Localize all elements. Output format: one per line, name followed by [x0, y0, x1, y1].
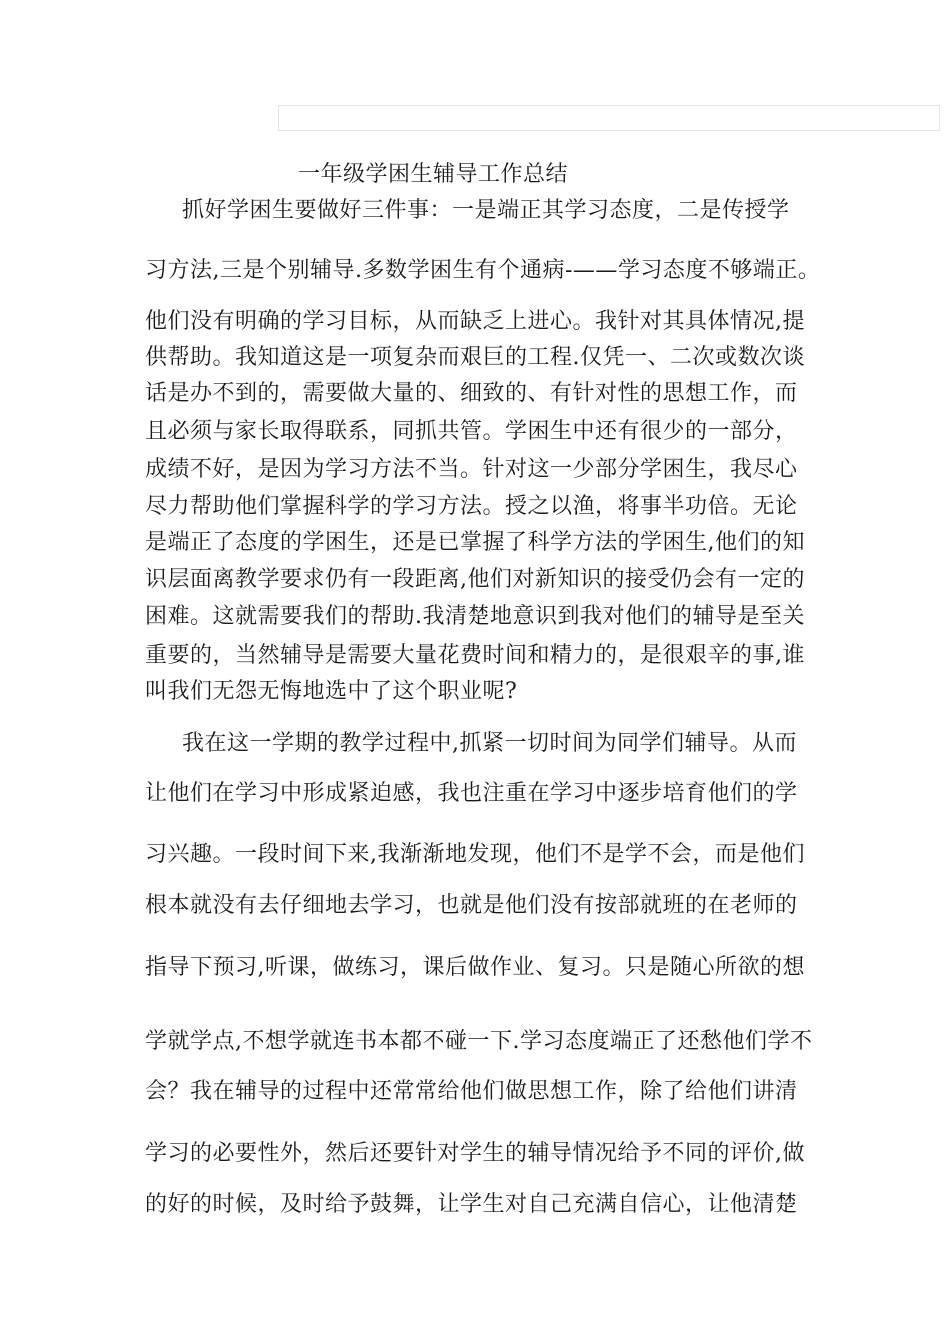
- text-line-10: 识层面离教学要求仍有一段距离,他们对新知识的接受仍会有一定的: [145, 567, 805, 592]
- text-line-21: 学习的必要性外，然后还要针对学生的辅导情况给予不同的评价,做: [145, 1141, 805, 1166]
- text-line-8: 尽力帮助他们掌握科学的学习方法。授之以渔，将事半功倍。无论: [145, 494, 798, 519]
- header-frame: [278, 105, 940, 131]
- text-line-18: 指导下预习,听课，做练习，课后做作业、复习。只是随心所欲的想: [145, 955, 805, 980]
- text-line-11: 困难。这就需要我们的帮助.我清楚地意识到我对他们的辅导是至关: [145, 604, 805, 629]
- text-line-9: 是端正了态度的学困生，还是已掌握了科学方法的学困生,他们的知: [145, 530, 805, 555]
- text-line-1: 抓好学困生要做好三件事：一是端正其学习态度，二是传授学: [182, 198, 790, 223]
- text-line-4: 供帮助。我知道这是一项复杂而艰巨的工程.仅凭一、二次或数次谈: [145, 345, 805, 370]
- text-line-16: 习兴趣。一段时间下来,我渐渐地发现，他们不是学不会，而是他们: [145, 842, 805, 867]
- document-title: 一年级学困生辅导工作总结: [298, 162, 569, 187]
- text-line-19: 学就学点,不想学就连书本都不碰一下.学习态度端正了还愁他们学不: [145, 1029, 813, 1054]
- text-line-12: 重要的，当然辅导是需要大量花费时间和精力的，是很艰辛的事,谁: [145, 643, 805, 668]
- text-line-3: 他们没有明确的学习目标，从而缺乏上进心。我针对其具体情况,提: [145, 309, 805, 334]
- text-line-22: 的好的时候，及时给予鼓舞，让学生对自己充满自信心，让他清楚: [145, 1192, 798, 1217]
- text-line-6: 且必须与家长取得联系，同抓共管。学困生中还有很少的一部分，: [145, 419, 798, 444]
- text-line-2: 习方法,三是个别辅导.多数学困生有个通病-——学习态度不够端正。: [145, 258, 821, 283]
- text-line-15: 让他们在学习中形成紧迫感，我也注重在学习中逐步培育他们的学: [145, 781, 798, 806]
- text-line-13: 叫我们无怨无悔地选中了这个职业呢?: [145, 679, 518, 704]
- text-line-5: 话是办不到的，需要做大量的、细致的、有针对性的思想工作，而: [145, 381, 798, 406]
- text-line-14: 我在这一学期的教学过程中,抓紧一切时间为同学们辅导。从而: [182, 731, 797, 756]
- text-line-17: 根本就没有去仔细地去学习，也就是他们没有按部就班的在老师的: [145, 893, 798, 918]
- text-line-20: 会？我在辅导的过程中还常常给他们做思想工作，除了给他们讲清: [145, 1079, 798, 1104]
- text-line-7: 成绩不好，是因为学习方法不当。针对这一少部分学困生，我尽心: [145, 457, 798, 482]
